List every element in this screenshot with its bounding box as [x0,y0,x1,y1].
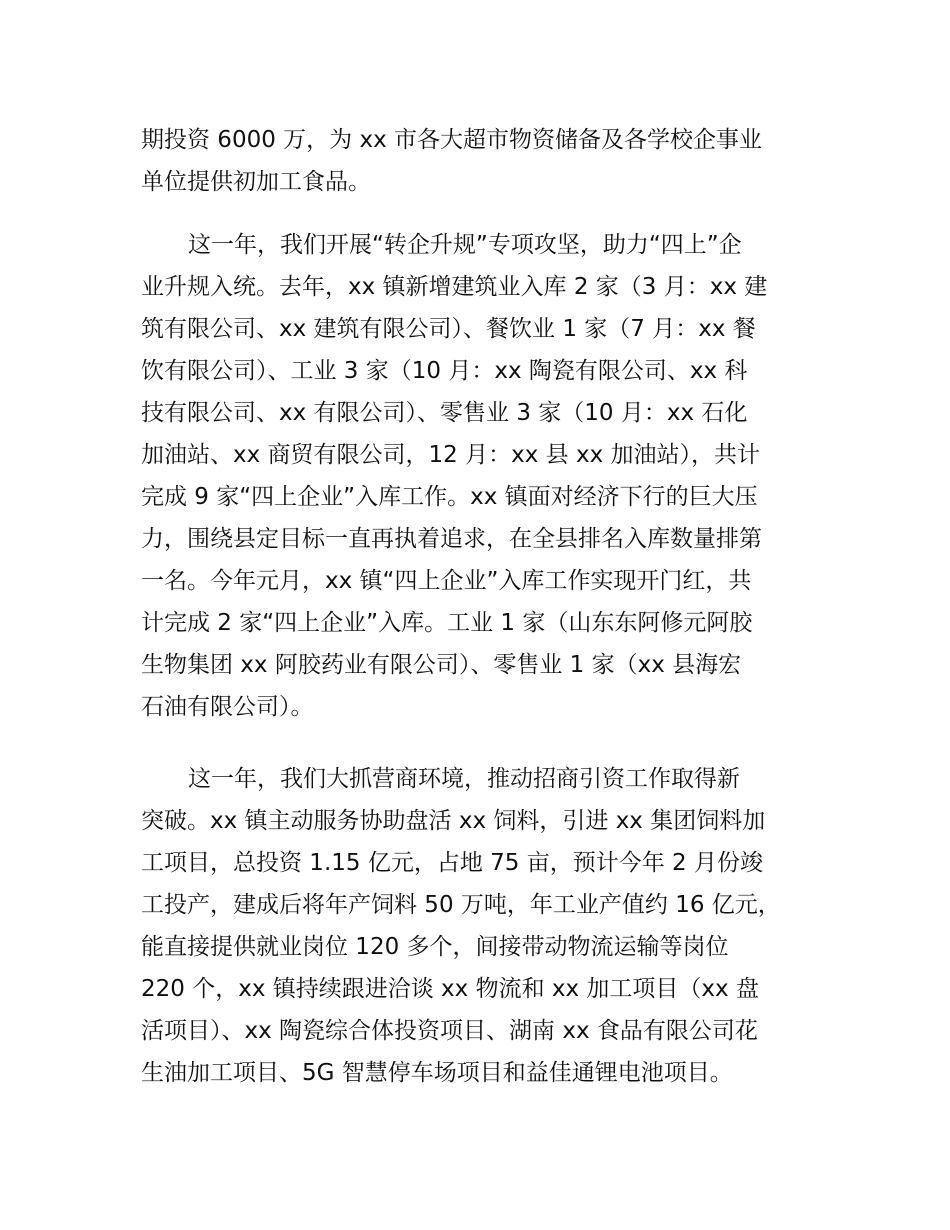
text-line: 220 个，xx 镇持续跟进洽谈 xx 物流和 xx 加工项目（xx 盘 [141,976,759,1002]
text-line: 生物集团 xx 阿胶药业有限公司）、零售业 1 家（xx 县海宏 [141,652,742,678]
text-line: 工投产，建成后将年产饲料 50 万吨，年工业产值约 16 亿元， [141,892,781,918]
text-line: 加油站、xx 商贸有限公司，12 月：xx 县 xx 加油站），共计 [141,442,760,468]
text-line: 期投资 6000 万，为 xx 市各大超市物资储备及各学校企事业 [141,127,762,153]
text-line: 计完成 2 家“四上企业”入库。工业 1 家（山东东阿修元阿胶 [141,610,753,636]
text-line: 一名。今年元月，xx 镇“四上企业”入库工作实现开门红，共 [141,568,752,594]
paragraph-investment-continuation [141,119,821,203]
text-line: 生油加工项目、5G 智慧停车场项目和益佳通锂电池项目。 [141,1060,733,1086]
text-line: 单位提供初加工食品。 [141,169,371,195]
paragraph-business-environment [141,758,821,1094]
text-line: 筑有限公司、xx 建筑有限公司）、餐饮业 1 家（7 月：xx 餐 [141,316,756,342]
paragraph-enterprise-upgrade [141,224,821,728]
text-line: 技有限公司、xx 有限公司）、零售业 3 家（10 月：xx 石化 [141,400,748,426]
text-line: 这一年，我们大抓营商环境，推动招商引资工作取得新 [188,766,740,792]
text-line: 力，围绕县定目标一直再执着追求，在全县排名入库数量排第 [141,526,762,552]
text-line: 突破。xx 镇主动服务协助盘活 xx 饲料，引进 xx 集团饲料加 [141,808,766,834]
text-line: 能直接提供就业岗位 120 多个，间接带动物流运输等岗位 [141,934,729,960]
text-line: 这一年，我们开展“转企升规”专项攻坚，助力“四上”企 [188,232,742,258]
text-line: 饮有限公司）、工业 3 家（10 月：xx 陶瓷有限公司、xx 科 [141,358,748,384]
text-line: 工项目，总投资 1.15 亿元，占地 75 亩，预计今年 2 月份竣 [141,850,763,876]
text-line: 石油有限公司）。 [141,694,314,720]
text-line: 完成 9 家“四上企业”入库工作。xx 镇面对经济下行的巨大压 [141,484,758,510]
text-line: 业升规入统。去年，xx 镇新增建筑业入库 2 家（3 月：xx 建 [141,274,768,300]
text-line: 活项目）、xx 陶瓷综合体投资项目、湖南 xx 食品有限公司花 [141,1018,758,1044]
